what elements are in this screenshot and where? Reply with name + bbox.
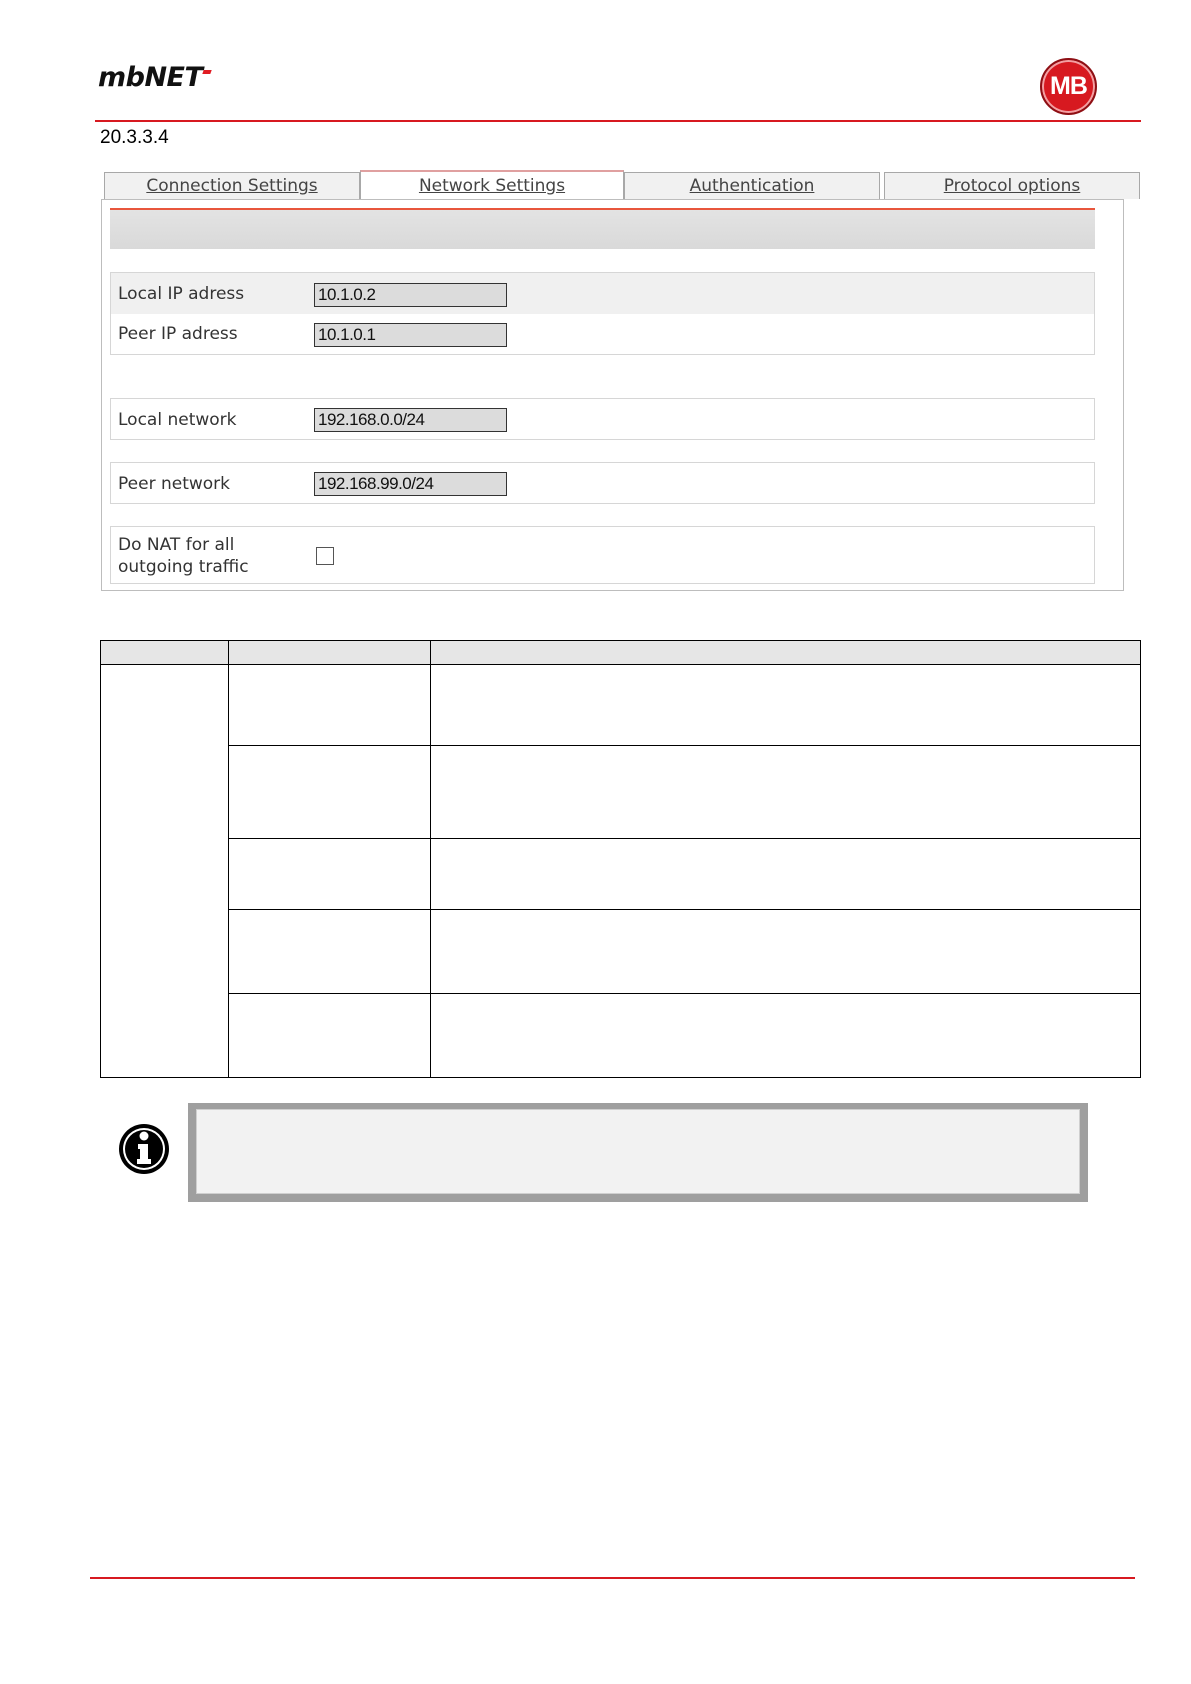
mbnet-logo: mbNET [98, 62, 211, 93]
info-note-box [188, 1103, 1088, 1202]
table-cell [229, 665, 431, 746]
nat-label: Do NAT for all outgoing traffic [118, 535, 249, 577]
table-cell [431, 746, 1141, 839]
local-network-input[interactable]: 192.168.0.0/24 [314, 408, 507, 432]
table-row [101, 839, 1141, 910]
table-header-cell [101, 641, 229, 665]
nat-group [110, 526, 1095, 584]
panel-header-bar [110, 208, 1095, 249]
footer-divider [90, 1577, 1135, 1579]
info-note-content [196, 1109, 1080, 1194]
local-network-group [110, 398, 1095, 440]
table-cell [229, 910, 431, 994]
table-row [101, 910, 1141, 994]
peer-network-label: Peer network [118, 474, 230, 494]
peer-ip-input[interactable]: 10.1.0.1 [314, 323, 507, 347]
table-header-row [101, 641, 1141, 665]
table-row [101, 994, 1141, 1078]
ip-address-group [110, 272, 1095, 355]
table-group-cell [101, 665, 229, 1078]
header-divider [95, 120, 1141, 122]
tab-authentication[interactable]: Authentication [624, 172, 880, 199]
description-table [100, 640, 1141, 1078]
table-row [101, 665, 1141, 746]
tab-connection-settings[interactable]: Connection Settings [104, 172, 360, 199]
local-network-label: Local network [118, 410, 237, 430]
local-ip-row [111, 273, 1094, 314]
table-cell [229, 746, 431, 839]
table-cell [431, 839, 1141, 910]
peer-ip-row [111, 314, 1094, 354]
peer-network-group [110, 462, 1095, 504]
tab-network-settings[interactable]: Network Settings [360, 170, 624, 201]
table-cell [431, 994, 1141, 1078]
tab-protocol-options[interactable]: Protocol options [884, 172, 1140, 199]
peer-network-input[interactable]: 192.168.99.0/24 [314, 472, 507, 496]
table-header-cell [229, 641, 431, 665]
table-cell [431, 665, 1141, 746]
table-cell [229, 994, 431, 1078]
mb-badge-logo: MB [1040, 58, 1097, 115]
table-cell [229, 839, 431, 910]
table-cell [431, 910, 1141, 994]
peer-ip-label: Peer IP adress [118, 324, 238, 344]
local-ip-label: Local IP adress [118, 284, 245, 304]
local-ip-input[interactable]: 10.1.0.2 [314, 283, 507, 307]
section-number: 20.3.3.4 [100, 127, 169, 148]
table-header-cell [431, 641, 1141, 665]
nat-checkbox[interactable] [316, 547, 334, 565]
info-icon [118, 1123, 170, 1175]
table-row [101, 746, 1141, 839]
